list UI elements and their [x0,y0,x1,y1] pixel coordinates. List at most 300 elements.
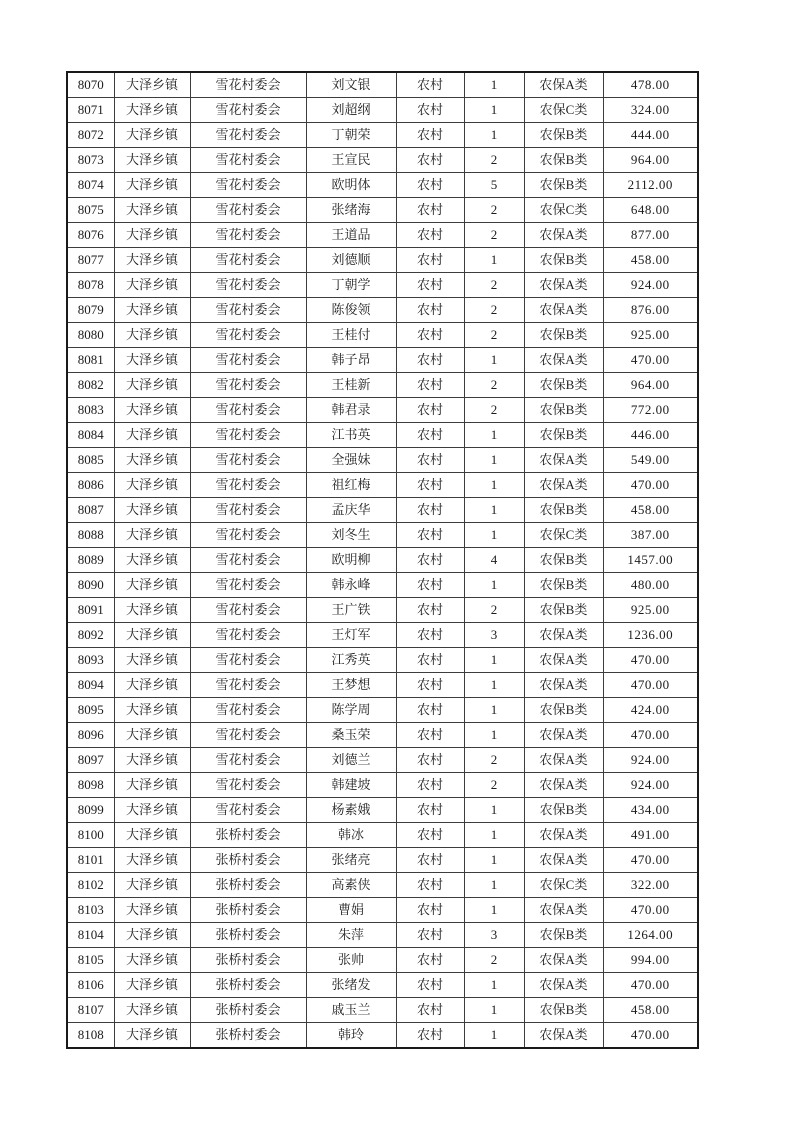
village-committee: 雪花村委会 [190,648,306,673]
table-row [67,798,698,823]
table-row [67,72,698,98]
village-committee: 张桥村委会 [190,898,306,923]
person-name: 韩冰 [306,823,396,848]
person-count: 3 [464,923,524,948]
amount: 470.00 [603,648,698,673]
amount: 964.00 [603,373,698,398]
table-row [67,873,698,898]
residence-type: 农村 [396,598,464,623]
insurance-category: 农保B类 [524,423,603,448]
insurance-category: 农保A类 [524,723,603,748]
person-count: 1 [464,998,524,1023]
insurance-category: 农保A类 [524,748,603,773]
person-count: 1 [464,648,524,673]
township: 大泽乡镇 [114,523,190,548]
amount: 324.00 [603,98,698,123]
residence-type: 农村 [396,698,464,723]
residence-type: 农村 [396,673,464,698]
person-count: 1 [464,498,524,523]
person-name: 桑玉荣 [306,723,396,748]
village-committee: 张桥村委会 [190,873,306,898]
amount: 470.00 [603,973,698,998]
amount: 549.00 [603,448,698,473]
amount: 470.00 [603,1023,698,1049]
amount: 458.00 [603,248,698,273]
record-id: 8108 [67,1023,114,1049]
record-id: 8077 [67,248,114,273]
record-id: 8092 [67,623,114,648]
record-id: 8081 [67,348,114,373]
record-id: 8089 [67,548,114,573]
record-id: 8070 [67,72,114,98]
table-row [67,348,698,373]
person-name: 丁朝学 [306,273,396,298]
table-row [67,148,698,173]
village-committee: 张桥村委会 [190,998,306,1023]
record-id: 8076 [67,223,114,248]
village-committee: 雪花村委会 [190,423,306,448]
village-committee: 雪花村委会 [190,323,306,348]
residence-type: 农村 [396,373,464,398]
insurance-category: 农保C类 [524,873,603,898]
record-id: 8101 [67,848,114,873]
record-id: 8087 [67,498,114,523]
insurance-category: 农保A类 [524,348,603,373]
township: 大泽乡镇 [114,998,190,1023]
person-name: 丁朝荣 [306,123,396,148]
township: 大泽乡镇 [114,648,190,673]
insurance-category: 农保B类 [524,323,603,348]
residence-type: 农村 [396,898,464,923]
residence-type: 农村 [396,848,464,873]
residence-type: 农村 [396,298,464,323]
record-id: 8074 [67,173,114,198]
person-count: 2 [464,198,524,223]
amount: 478.00 [603,72,698,98]
residence-type: 农村 [396,223,464,248]
person-name: 韩子昂 [306,348,396,373]
residence-type: 农村 [396,123,464,148]
insurance-category: 农保B类 [524,248,603,273]
township: 大泽乡镇 [114,423,190,448]
amount: 772.00 [603,398,698,423]
table-row [67,548,698,573]
township: 大泽乡镇 [114,948,190,973]
insurance-category: 农保B类 [524,598,603,623]
person-count: 1 [464,423,524,448]
person-count: 3 [464,623,524,648]
insurance-category: 农保A类 [524,848,603,873]
table-row [67,673,698,698]
residence-type: 农村 [396,1023,464,1049]
insurance-category: 农保B类 [524,148,603,173]
record-id: 8106 [67,973,114,998]
village-committee: 雪花村委会 [190,548,306,573]
township: 大泽乡镇 [114,198,190,223]
amount: 1236.00 [603,623,698,648]
insurance-category: 农保A类 [524,648,603,673]
insurance-category: 农保B类 [524,123,603,148]
amount: 458.00 [603,998,698,1023]
record-id: 8093 [67,648,114,673]
township: 大泽乡镇 [114,548,190,573]
table-row [67,898,698,923]
township: 大泽乡镇 [114,673,190,698]
township: 大泽乡镇 [114,698,190,723]
amount: 648.00 [603,198,698,223]
village-committee: 雪花村委会 [190,573,306,598]
amount: 964.00 [603,148,698,173]
township: 大泽乡镇 [114,573,190,598]
record-id: 8073 [67,148,114,173]
amount: 458.00 [603,498,698,523]
person-name: 王广铁 [306,598,396,623]
person-name: 刘德兰 [306,748,396,773]
insurance-category: 农保B类 [524,498,603,523]
village-committee: 雪花村委会 [190,248,306,273]
insurance-category: 农保B类 [524,373,603,398]
person-name: 曹娟 [306,898,396,923]
person-count: 1 [464,573,524,598]
amount: 924.00 [603,748,698,773]
insurance-category: 农保C类 [524,523,603,548]
township: 大泽乡镇 [114,123,190,148]
insurance-category: 农保B类 [524,548,603,573]
village-committee: 雪花村委会 [190,748,306,773]
insurance-category: 农保B类 [524,923,603,948]
person-name: 张帅 [306,948,396,973]
insurance-category: 农保A类 [524,823,603,848]
township: 大泽乡镇 [114,848,190,873]
person-count: 2 [464,398,524,423]
amount: 925.00 [603,323,698,348]
person-name: 王道品 [306,223,396,248]
township: 大泽乡镇 [114,1023,190,1049]
amount: 322.00 [603,873,698,898]
village-committee: 雪花村委会 [190,698,306,723]
township: 大泽乡镇 [114,223,190,248]
residence-type: 农村 [396,548,464,573]
insurance-category: 农保A类 [524,273,603,298]
amount: 424.00 [603,698,698,723]
residence-type: 农村 [396,923,464,948]
village-committee: 张桥村委会 [190,848,306,873]
person-count: 2 [464,598,524,623]
amount: 1457.00 [603,548,698,573]
insurance-category: 农保A类 [524,473,603,498]
residence-type: 农村 [396,198,464,223]
person-count: 1 [464,72,524,98]
amount: 470.00 [603,848,698,873]
table-row [67,223,698,248]
table-row [67,623,698,648]
record-id: 8071 [67,98,114,123]
residence-type: 农村 [396,348,464,373]
table-row [67,98,698,123]
village-committee: 雪花村委会 [190,223,306,248]
record-id: 8083 [67,398,114,423]
record-id: 8088 [67,523,114,548]
person-count: 2 [464,773,524,798]
village-committee: 雪花村委会 [190,98,306,123]
record-id: 8079 [67,298,114,323]
person-count: 1 [464,448,524,473]
amount: 491.00 [603,823,698,848]
village-committee: 雪花村委会 [190,598,306,623]
record-id: 8084 [67,423,114,448]
insurance-category: 农保A类 [524,773,603,798]
residence-type: 农村 [396,998,464,1023]
village-committee: 雪花村委会 [190,273,306,298]
person-name: 韩玲 [306,1023,396,1049]
person-count: 4 [464,548,524,573]
village-committee: 雪花村委会 [190,498,306,523]
person-name: 高素侠 [306,873,396,898]
amount: 994.00 [603,948,698,973]
amount: 480.00 [603,573,698,598]
township: 大泽乡镇 [114,598,190,623]
residence-type: 农村 [396,173,464,198]
village-committee: 雪花村委会 [190,398,306,423]
amount: 2112.00 [603,173,698,198]
insurance-benefits-table [66,71,699,1049]
person-name: 张绪海 [306,198,396,223]
table-row [67,323,698,348]
insurance-category: 农保A类 [524,72,603,98]
amount: 470.00 [603,473,698,498]
village-committee: 雪花村委会 [190,123,306,148]
township: 大泽乡镇 [114,98,190,123]
record-id: 8091 [67,598,114,623]
township: 大泽乡镇 [114,72,190,98]
township: 大泽乡镇 [114,448,190,473]
person-name: 韩君录 [306,398,396,423]
insurance-category: 农保A类 [524,948,603,973]
village-committee: 雪花村委会 [190,673,306,698]
village-committee: 张桥村委会 [190,923,306,948]
person-name: 戚玉兰 [306,998,396,1023]
record-id: 8090 [67,573,114,598]
person-name: 刘文银 [306,72,396,98]
amount: 387.00 [603,523,698,548]
table-row [67,248,698,273]
record-id: 8097 [67,748,114,773]
record-id: 8099 [67,798,114,823]
residence-type: 农村 [396,648,464,673]
table-row [67,523,698,548]
person-name: 王梦想 [306,673,396,698]
person-name: 欧明柳 [306,548,396,573]
township: 大泽乡镇 [114,623,190,648]
person-name: 祖红梅 [306,473,396,498]
township: 大泽乡镇 [114,773,190,798]
record-id: 8080 [67,323,114,348]
person-name: 韩建坡 [306,773,396,798]
table-row [67,573,698,598]
township: 大泽乡镇 [114,973,190,998]
residence-type: 农村 [396,723,464,748]
township: 大泽乡镇 [114,373,190,398]
person-count: 1 [464,473,524,498]
person-count: 1 [464,798,524,823]
table-row [67,448,698,473]
table-row [67,123,698,148]
village-committee: 雪花村委会 [190,448,306,473]
person-count: 2 [464,948,524,973]
amount: 877.00 [603,223,698,248]
table-row [67,973,698,998]
person-name: 刘冬生 [306,523,396,548]
person-name: 陈俊领 [306,298,396,323]
person-name: 韩永峰 [306,573,396,598]
insurance-category: 农保B类 [524,398,603,423]
township: 大泽乡镇 [114,348,190,373]
record-id: 8098 [67,773,114,798]
township: 大泽乡镇 [114,148,190,173]
amount: 446.00 [603,423,698,448]
person-name: 王宣民 [306,148,396,173]
village-committee: 雪花村委会 [190,798,306,823]
residence-type: 农村 [396,323,464,348]
record-id: 8082 [67,373,114,398]
table-row [67,723,698,748]
insurance-category: 农保C类 [524,198,603,223]
township: 大泽乡镇 [114,498,190,523]
table-row [67,473,698,498]
person-count: 5 [464,173,524,198]
table-row [67,173,698,198]
insurance-category: 农保B类 [524,998,603,1023]
person-count: 1 [464,1023,524,1049]
person-count: 2 [464,323,524,348]
township: 大泽乡镇 [114,923,190,948]
person-count: 2 [464,748,524,773]
village-committee: 雪花村委会 [190,523,306,548]
insurance-category: 农保A类 [524,1023,603,1049]
table-row [67,423,698,448]
insurance-category: 农保A类 [524,223,603,248]
residence-type: 农村 [396,98,464,123]
township: 大泽乡镇 [114,173,190,198]
village-committee: 雪花村委会 [190,623,306,648]
person-count: 1 [464,973,524,998]
person-count: 2 [464,273,524,298]
amount: 924.00 [603,273,698,298]
village-committee: 张桥村委会 [190,1023,306,1049]
township: 大泽乡镇 [114,248,190,273]
residence-type: 农村 [396,798,464,823]
person-name: 江书英 [306,423,396,448]
residence-type: 农村 [396,72,464,98]
record-id: 8100 [67,823,114,848]
person-count: 1 [464,848,524,873]
table-row [67,823,698,848]
village-committee: 雪花村委会 [190,173,306,198]
table-row [67,1023,698,1049]
record-id: 8094 [67,673,114,698]
village-committee: 雪花村委会 [190,723,306,748]
record-id: 8104 [67,923,114,948]
village-committee: 雪花村委会 [190,298,306,323]
residence-type: 农村 [396,273,464,298]
table-row [67,698,698,723]
township: 大泽乡镇 [114,723,190,748]
person-name: 朱萍 [306,923,396,948]
record-id: 8102 [67,873,114,898]
township: 大泽乡镇 [114,273,190,298]
person-name: 江秀英 [306,648,396,673]
person-count: 1 [464,823,524,848]
village-committee: 雪花村委会 [190,72,306,98]
residence-type: 农村 [396,573,464,598]
person-name: 欧明体 [306,173,396,198]
table-row [67,748,698,773]
table-row [67,373,698,398]
insurance-category: 农保B类 [524,798,603,823]
residence-type: 农村 [396,498,464,523]
record-id: 8095 [67,698,114,723]
person-name: 刘德顺 [306,248,396,273]
table-row [67,273,698,298]
table-row [67,198,698,223]
insurance-category: 农保C类 [524,98,603,123]
amount: 470.00 [603,723,698,748]
table-row [67,773,698,798]
person-count: 1 [464,248,524,273]
residence-type: 农村 [396,773,464,798]
insurance-category: 农保A类 [524,448,603,473]
table-row [67,648,698,673]
residence-type: 农村 [396,473,464,498]
person-count: 2 [464,223,524,248]
person-count: 2 [464,148,524,173]
village-committee: 张桥村委会 [190,973,306,998]
residence-type: 农村 [396,973,464,998]
residence-type: 农村 [396,148,464,173]
amount: 1264.00 [603,923,698,948]
table-row [67,998,698,1023]
residence-type: 农村 [396,748,464,773]
table-row [67,598,698,623]
residence-type: 农村 [396,948,464,973]
amount: 924.00 [603,773,698,798]
amount: 470.00 [603,898,698,923]
person-count: 1 [464,673,524,698]
person-name: 刘超纲 [306,98,396,123]
record-id: 8078 [67,273,114,298]
amount: 876.00 [603,298,698,323]
insurance-category: 农保A类 [524,973,603,998]
township: 大泽乡镇 [114,873,190,898]
record-id: 8096 [67,723,114,748]
person-count: 1 [464,698,524,723]
township: 大泽乡镇 [114,898,190,923]
insurance-category: 农保A类 [524,673,603,698]
township: 大泽乡镇 [114,398,190,423]
township: 大泽乡镇 [114,798,190,823]
township: 大泽乡镇 [114,473,190,498]
person-name: 王灯军 [306,623,396,648]
person-count: 1 [464,123,524,148]
insurance-category: 农保B类 [524,173,603,198]
amount: 470.00 [603,348,698,373]
table-row [67,298,698,323]
residence-type: 农村 [396,448,464,473]
insurance-category: 农保B类 [524,573,603,598]
amount: 470.00 [603,673,698,698]
residence-type: 农村 [396,398,464,423]
village-committee: 雪花村委会 [190,373,306,398]
